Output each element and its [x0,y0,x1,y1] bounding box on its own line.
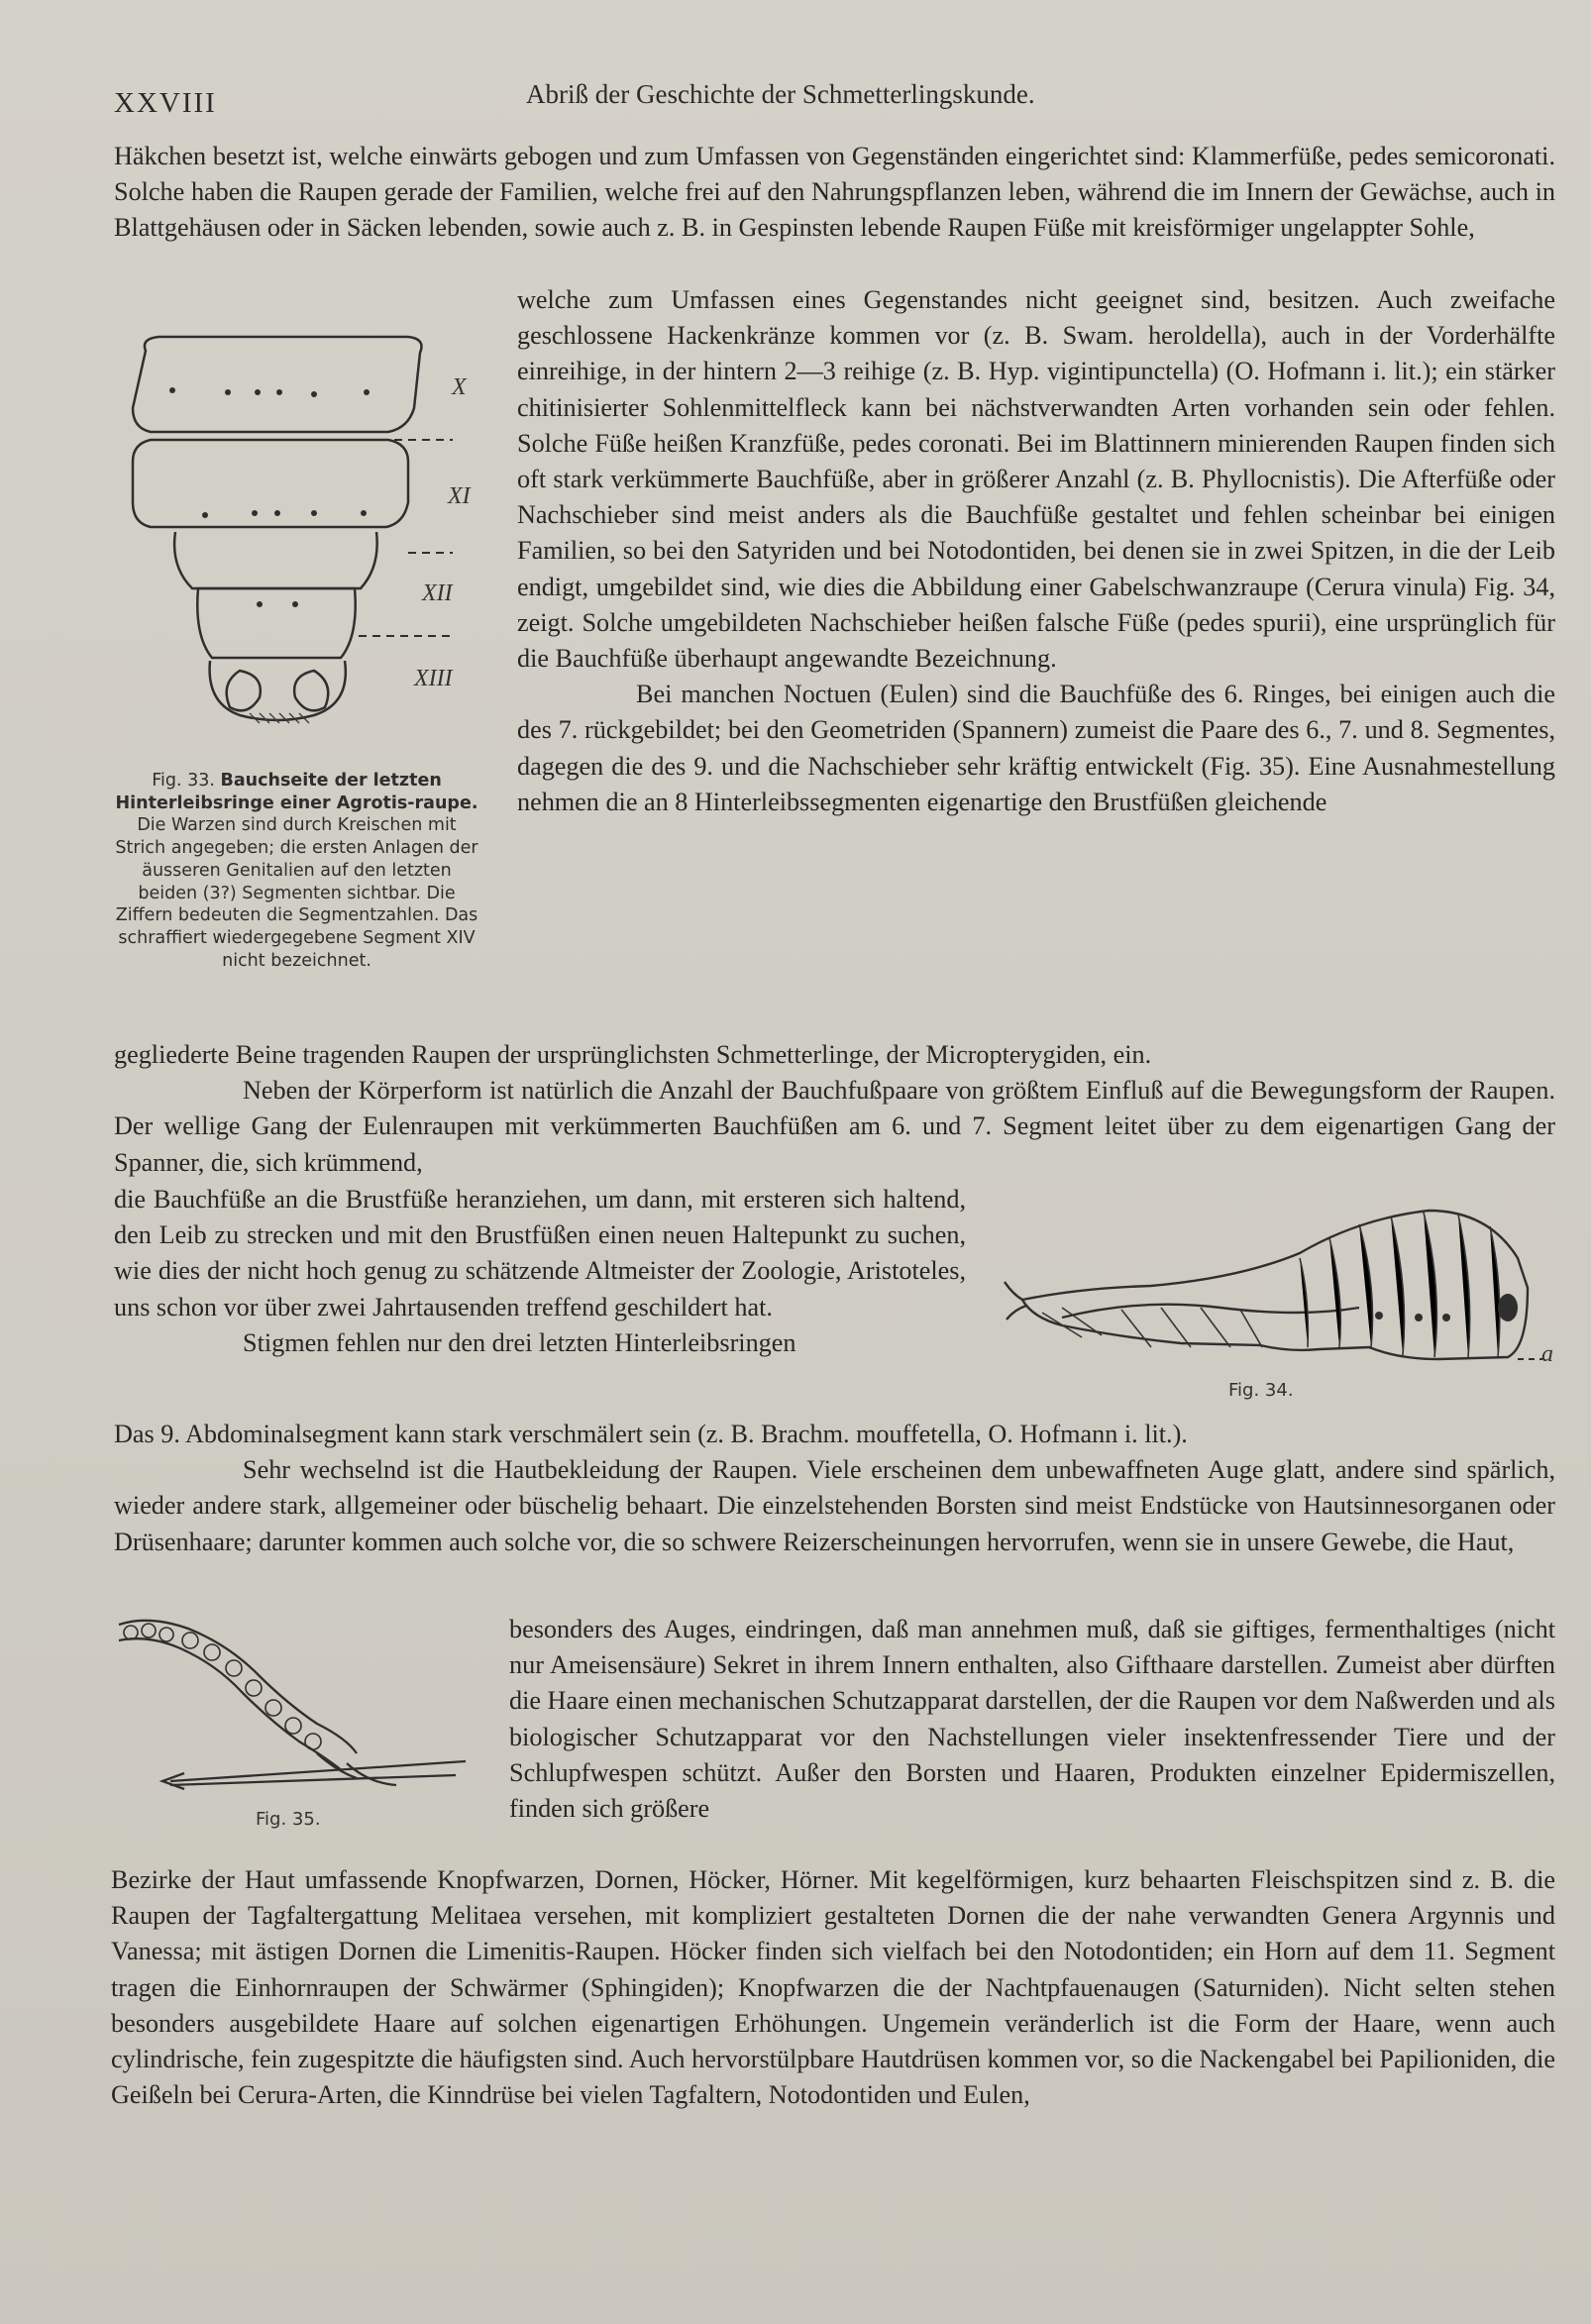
segment-label-x: X [452,374,467,400]
paragraph-skin-full [114,1417,1555,1560]
paragraph-skin-right [509,1612,1555,1827]
figure-34-label-a: a [1541,1341,1553,1367]
paragraph-text: Bezirke der Haut umfassende Knopfwarzen, Dornen, Höcker, Hörner. Mit kegelförmigen, kurz behaarten Fleischspitzen sind z. B. die Raupen der Tagfaltergattung Melitaea versehen, mit kompliziert gestalteten Dornen die der nahe verwandten Genera Argynnis und Vanessa; mit ästigen Dornen die Limenitis-Raupen. Höcker finden sich vielfach bei den Notodontiden; ein Horn auf dem 11. Segment tragen die Einhornraupen der Schwärmer (Sphingiden); Knopfwarzen die der Nachtpfauenaugen (Saturniden). Nicht selten stehen besonders ausgebildete Haare auf solchen eigenartigen Erhöhungen. Ungemein veränderlich ist die Form der Haare, wenn auch cylindrische, fein zugespitzte die häufigsten sind. Auch hervorstülpbare Hautdrüsen kommen vor, so die Nackengabel bei Papilioniden, die Geißeln bei Cerura-Arten, die Kinndrüse bei vielen Tagfaltern, Notodontiden und Eulen, [111,1865,1555,2110]
paragraph-body-full [114,1037,1555,1181]
caption-fig-number: Fig. 33. [152,771,215,791]
caption-title: Bauchseite der letzten Hinterleibsringe einer Agrotis-raupe. [115,771,478,813]
paragraph-text: Bei manchen Noctuen (Eulen) sind die Bauchfüße des 6. Ringes, bei einigen auch die des 7. rückgebildet; bei den Geometriden (Spannern) zumeist die Paare des 6., 7. und 8. Segmentes, dagegen die des 9. und die Nachschieber sehr kräftig entwickelt (Fig. 35). Eine Ausnahmestellung nehmen die an 8 Hinterleibssegmenten eigenartige den Brustfüßen gleichende [517,680,1555,816]
page-header [114,77,1560,127]
paragraph-skin-tail [111,1862,1555,2113]
paragraph-text: Stigmen fehlen nur den drei letzten Hinterleibsringen [243,1327,796,1357]
running-title: Abriß der Geschichte der Schmetterlingskunde. [526,79,1035,109]
figure-33-caption [111,770,482,972]
paragraph-text: Häkchen besetzt ist, welche einwärts gebogen und zum Umfassen von Gegenständen eingerichtet sind: Klammerfüße, pedes semicoronati. Solche haben die Raupen gerade der Familien, welche frei auf den Nahrungspflanzen leben, während die im Innern der Gewächse, auch in Blattgehäusen oder in Säcken lebenden, sowie auch z. B. in Gespinsten lebende Raupen Füße mit kreisförmiger ungelappter Sohle, [114,142,1555,243]
segment-label-xi: XI [448,483,471,509]
paragraph-feet-full [114,139,1555,247]
caption-text: Die Warzen sind durch Kreischen mit Strich angegeben; die ersten Anlagen der äusseren Genitalien auf den letzten beiden (3?) Segmenten sichtbar. Die Ziffern bedeuten die Segmentzahlen. Das schraffiert wiedergegebene Segment XIV nicht bezeichnet. [115,815,478,971]
figure-34-drawing [1003,1199,1557,1387]
paragraph-text: welche zum Umfassen eines Gegenstandes nicht geeignet sind, besitzen. Auch zweifache geschlossene Hackenkränze kommen vor (z. B. Swam. heroldella), auch in der Vorderhälfte einreihige, in der hintern 2—3 reihige (z. B. Hyp. vigintipunctella) (O. Hofmann i. lit.); ein stärker chitinisierter Sohlenmittelfleck kann bei nächstverwandten Arten vorhanden sein oder fehlen. Solche Füße heißen Kranzfüße, pedes coronati. Bei im Blattinnern minierenden Raupen finden sich oft stark verkümmerte Bauchfüße, aber in größerer Anzahl (z. B. Phyllocnistis). Die Afterfüße oder Nachschieber sind meist anders als die Bauchfüße gestaltet und fehlen scheinbar bei einigen Familien, so bei den Satyriden und bei Notodontiden, bei denen sie in zwei Spitzen, in die der Leib endigt, umgebildet sind, wie dies die Abbildung einer Gabelschwanzraupe (Cerura vinula) Fig. 34, zeigt. Solche umgebildeten Nachschieber heißen falsche Füße (pedes spurii), eine ursprünglich für die Bauchfüße überhaupt angewandte Bezeichnung. [517,285,1555,674]
page-number: XXVIII [114,87,217,119]
paragraph-text: Neben der Körperform ist natürlich die Anzahl der Bauchfußpaare von größtem Einfluß auf die Bewegungsform der Raupen. Der wellige Gang der Eulenraupen mit verkümmerten Bauchfüßen am 6. und 7. Segment leitet über zu dem eigenartigen Gang der Spanner, die, sich krümmend, [114,1076,1555,1177]
figure-34-caption: Fig. 34. [1228,1380,1294,1401]
paragraph-text: die Bauchfüße an die Brustfüße heranziehen, um dann, mit ersteren sich haltend, den Leib zu strecken und mit den Brustfüßen einen neuen Haltepunkt zu suchen, wie dies der nicht hoch genug zu schätzende Altmeister der Zoologie, Aristoteles, uns schon vor über zwei Jahrtausenden treffend geschildert hat. [114,1185,966,1321]
paragraph-text: Sehr wechselnd ist die Hautbekleidung der Raupen. Viele erscheinen dem unbewaffneten Auge glatt, andere sind spärlich, wieder andere stark, allgemeiner oder büschelig behaart. Die einzelstehenden Borsten sind meist Endstücke von Hautsinnesorganen oder Drüsenhaare; darunter kommen auch solche vor, die so schwere Reizerscheinungen hervorrufen, wenn sie in unsere Gewebe, die Haut, [114,1455,1555,1556]
figure-35-drawing [109,1605,485,1803]
paragraph-text: besonders des Auges, eindringen, daß man annehmen muß, daß sie giftiges, fermenthaltiges (nicht nur Ameisensäure) Sekret in ihrem Innern enthalten, also Gifthaare darstellen. Zumeist aber dürften die Haare einen mechanischen Schutzapparat darstellen, der die Raupen vor dem Naßwerden und als biologischer Schutzapparat vor den Nachstellungen vieler insektenfressender Tiere und der Schlupfwespen schützt. Außer den Borsten und Haaren, Produkten einzelner Epidermiszellen, finden sich größere [509,1615,1555,1824]
paragraph-text: gegliederte Beine tragenden Raupen der ursprünglichsten Schmetterlinge, der Micropterygiden, ein. [114,1040,1152,1069]
paragraph-feet-right [517,282,1555,820]
segment-label-xiii: XIII [414,666,453,691]
figure-35-caption: Fig. 35. [256,1809,321,1830]
paragraph-movement-left [114,1182,966,1361]
figure-33-drawing [111,329,487,765]
paragraph-text: Das 9. Abdominalsegment kann stark verschmälert sein (z. B. Brachm. mouffetella, O. Hofmann i. lit.). [114,1420,1188,1448]
segment-label-xii: XII [422,581,453,606]
